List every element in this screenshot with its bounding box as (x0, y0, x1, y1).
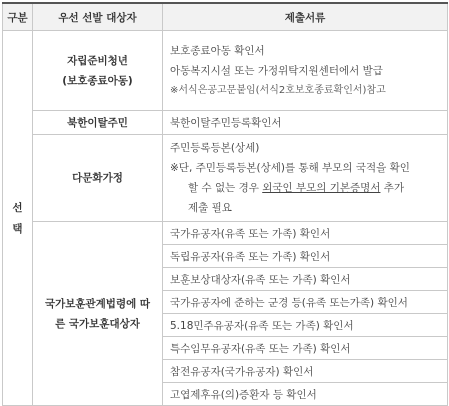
doc-item: 독립유공자(유족 또는 가족) 확인서 (163, 245, 448, 268)
header-target: 우선 선발 대상자 (33, 3, 163, 31)
target-multicultural: 다문화가정 (33, 135, 163, 222)
priority-selection-table (2, 2, 448, 406)
docs-defector: 북한이탈주민등록확인서 (163, 111, 448, 135)
doc-item: 보훈보상대상자(유족 또는 가족) 확인서 (163, 268, 448, 291)
docs-youth: 보호종료아동 확인서 아동복지시설 또는 가정위탁지원센터에서 발급 ※서식은공고문붙임(서식2호보호종료확인서)참고 (163, 31, 448, 111)
section-label: 선 택 (3, 31, 33, 406)
doc-item: 5.18민주유공자(유족 또는 가족) 확인서 (163, 314, 448, 337)
table-header-row (3, 3, 448, 31)
target-defector: 북한이탈주민 (33, 111, 163, 135)
header-documents: 제출서류 (163, 3, 448, 31)
doc-item: 국가유공자(유족 또는 가족) 확인서 (163, 222, 448, 245)
table-row (3, 222, 448, 245)
table-row (3, 111, 448, 135)
doc-item: 참전유공자(국가유공자) 확인서 (163, 360, 448, 383)
table-row (3, 135, 448, 222)
target-national-merit: 국가보훈관계법령에 따 른 국가보훈대상자 (33, 222, 163, 406)
header-category: 구분 (3, 3, 33, 31)
docs-multicultural: 주민등록등본(상세) ※단, 주민등록등본(상세)를 통해 부모의 국적을 확인 할 수 없는 경우 외국인 부모의 기본증명서 추가 제출 필요 (163, 135, 448, 222)
doc-item: 고엽제후유(의)증환자 등 확인서 (163, 383, 448, 406)
table-row (3, 31, 448, 111)
target-youth: 자립준비청년 (보호종료아동) (33, 31, 163, 111)
doc-item: 국가유공자에 준하는 군경 등(유족 또는가족) 확인서 (163, 291, 448, 314)
doc-item: 특수임무유공자(유족 또는 가족) 확인서 (163, 337, 448, 360)
